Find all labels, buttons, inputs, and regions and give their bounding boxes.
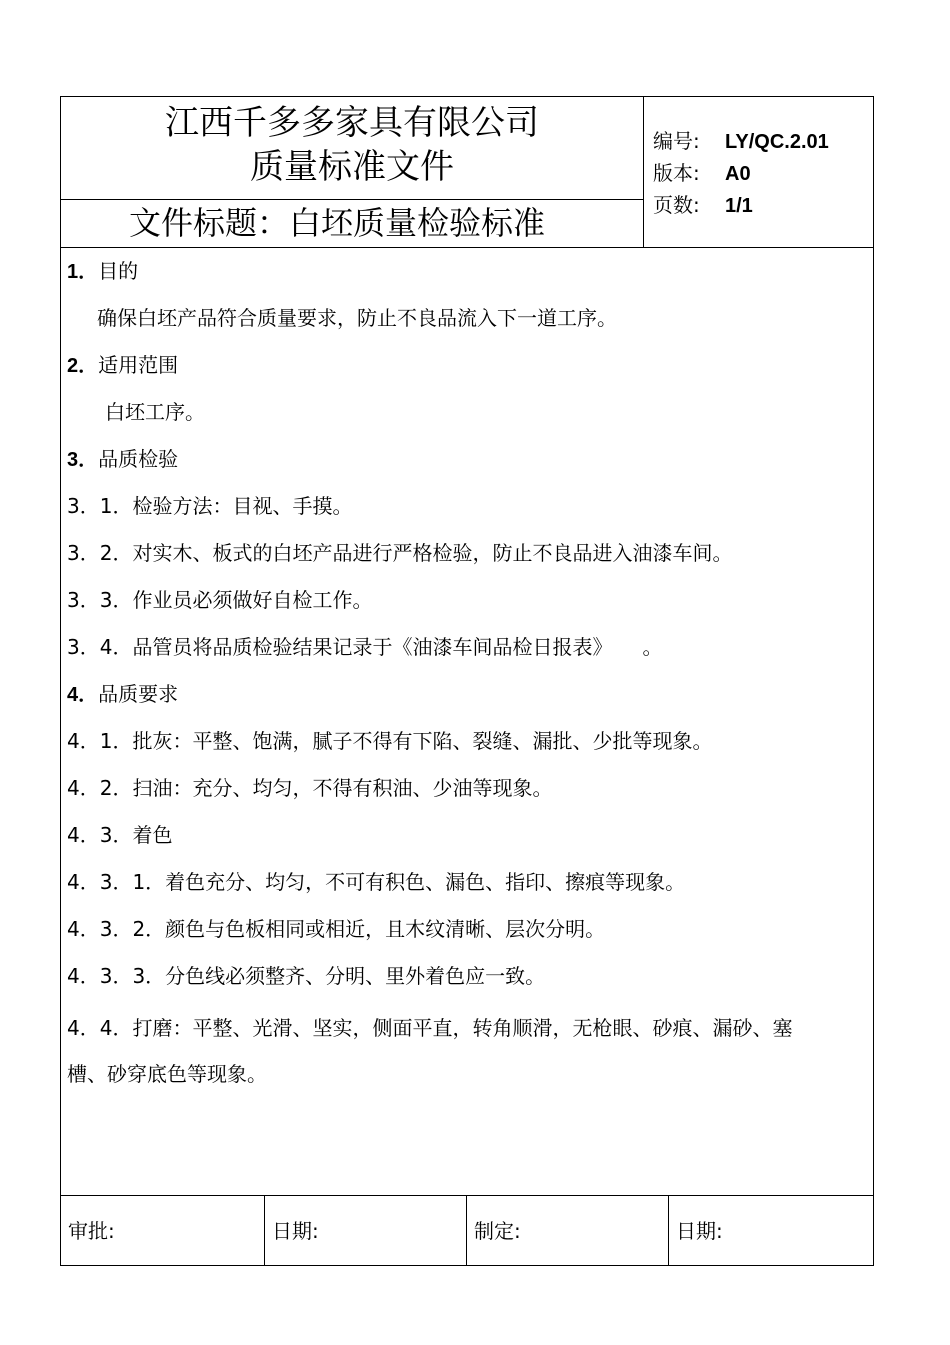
section-2-heading — [67, 347, 867, 394]
section-1-heading — [67, 253, 867, 300]
prepared-by-field[interactable]: 制定: — [474, 1219, 521, 1243]
document-body — [67, 253, 867, 1097]
meta-version — [653, 157, 829, 189]
section-1-text: 确保白坯产品符合质量要求，防止不良品流入下一道工序。 — [97, 306, 617, 330]
company-name: 江西千多多家具有限公司 — [165, 103, 539, 143]
signature-footer — [61, 1195, 873, 1265]
review-date-field[interactable]: 日期: — [272, 1219, 319, 1243]
header-vertical-divider — [643, 97, 644, 248]
section-4-title: 品质要求 — [98, 682, 179, 706]
document-meta — [653, 125, 829, 221]
section-2-text: 白坯工序。 — [105, 400, 205, 424]
meta-version-value: A0 — [725, 163, 751, 185]
meta-number-value: LY/QC.2.01 — [725, 131, 829, 153]
review-field[interactable]: 审批: — [68, 1219, 115, 1243]
document-type: 质量标准文件 — [250, 147, 454, 187]
item-4-3: 4．3．着色 — [67, 823, 173, 847]
item-4-3-2: 4．3．2．颜色与色板相同或相近，且木纹清晰、层次分明。 — [67, 917, 606, 941]
item-3-1: 3．1．检验方法：目视、手摸。 — [67, 494, 353, 518]
item-4-2: 4．2．扫油：充分、均匀，不得有积油、少油等现象。 — [67, 776, 553, 800]
header-divider-left — [61, 199, 643, 200]
document-subject: 文件标题：白坯质量检验标准 — [128, 204, 545, 242]
section-2-number: 2． — [67, 355, 99, 377]
header-bottom-rule — [61, 247, 873, 248]
item-3-4: 3．4．品管员将品质检验结果记录于《油漆车间品检日报表》 。 — [67, 635, 663, 659]
section-4-heading — [67, 676, 867, 723]
item-4-3-3: 4．3．3．分色线必须整齐、分明、里外着色应一致。 — [67, 964, 546, 988]
company-title — [61, 101, 643, 189]
meta-number-label: 编号: — [653, 129, 700, 153]
meta-version-label: 版本: — [653, 161, 700, 185]
section-3-number: 3． — [67, 449, 99, 471]
section-1-number: 1． — [67, 261, 99, 283]
section-4-number: 4． — [67, 684, 99, 706]
item-3-2: 3．2．对实木、板式的白坯产品进行严格检验，防止不良品进入油漆车间。 — [67, 541, 733, 565]
item-4-1: 4．1．批灰：平整、饱满，腻子不得有下陷、裂缝、漏批、少批等现象。 — [67, 729, 713, 753]
section-3-heading — [67, 441, 867, 488]
meta-pages-label: 页数: — [653, 193, 700, 217]
section-2-title: 适用范围 — [98, 353, 179, 377]
item-4-4: 4．4．打磨：平整、光滑、坚实，侧面平直，转角顺滑，无枪眼、砂痕、漏砂、塞槽、砂穿底色等现象。 — [67, 1016, 793, 1086]
meta-pages — [653, 189, 829, 221]
document-sheet — [60, 96, 874, 1266]
section-1-title: 目的 — [98, 259, 139, 283]
section-3-title: 品质检验 — [98, 447, 179, 471]
item-3-3: 3．3．作业员必须做好自检工作。 — [67, 588, 373, 612]
meta-pages-value: 1/1 — [725, 195, 753, 217]
item-4-3-1: 4．3．1．着色充分、均匀，不可有积色、漏色、指印、擦痕等现象。 — [67, 870, 686, 894]
prepared-date-field[interactable]: 日期: — [676, 1219, 723, 1243]
meta-number — [653, 125, 829, 157]
